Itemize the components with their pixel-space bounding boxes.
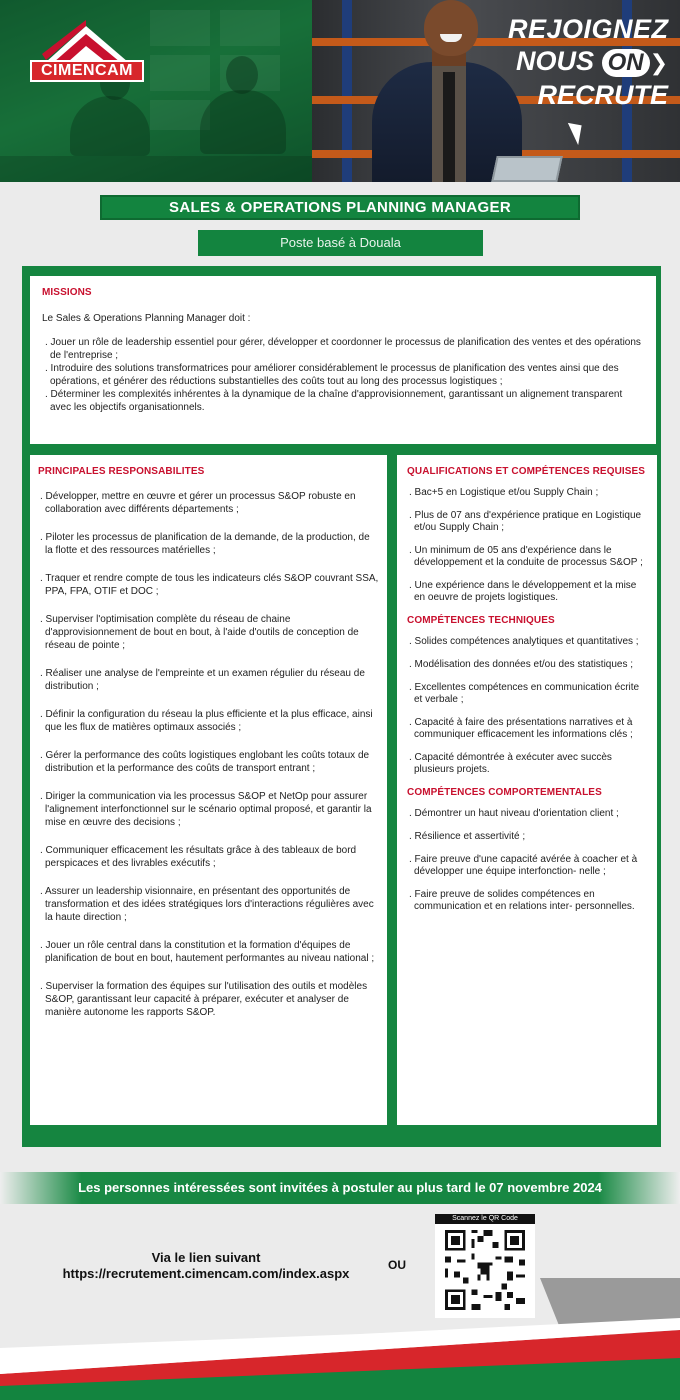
missions-intro: Le Sales & Operations Planning Manager doit : (42, 313, 251, 324)
list-item: . Démontrer un haut niveau d'orientation client ; (409, 808, 619, 819)
missions-heading: MISSIONS (42, 287, 92, 298)
qr-code-icon[interactable] (442, 1227, 528, 1313)
missions-list (42, 336, 644, 414)
slogan-line-3: RECRUTE (537, 80, 668, 110)
slogan-line-2: NOUS (516, 46, 595, 76)
qr-code-block[interactable] (435, 1214, 535, 1318)
apply-link[interactable]: https://recrutement.cimencam.com/index.aspx (62, 1266, 350, 1281)
technical-skills-heading: COMPÉTENCES TECHNIQUES (407, 615, 555, 626)
list-item: . Une expérience dans le développement et la mise en oeuvre de projets logistiques. (409, 580, 637, 603)
list-item: . Réaliser une analyse de l'empreinte et un examen régulier du réseau de distribution ; (40, 668, 365, 692)
list-item: . Bac+5 en Logistique et/ou Supply Chain ; (409, 487, 599, 498)
chevron-right-icon: ❯ (649, 50, 668, 75)
apply-via-label: Via le lien suivant (151, 1250, 261, 1265)
qr-label: Scannez le QR Code (435, 1214, 535, 1224)
responsibilities-section (30, 455, 387, 1125)
list-item: . Introduire des solutions transformatrices pour améliorer considérablement le processus de planification des ventes ainsi que des opérations, et générer des réductions substantielles des coûts tout au long des processus logistiques ; (45, 363, 619, 387)
list-item: . Modélisation des données et/ou des statistiques ; (409, 659, 634, 670)
list-item: . Déterminer les complexités inhérentes à la dynamique de la chaîne d'approvisionnement, garantissant un alignement transparent avec les objectifs organisationnels. (45, 389, 623, 413)
job-location: Poste basé à Douala (198, 230, 483, 256)
list-item: . Faire preuve de solides compétences en communication et en relations inter- personnelles. (409, 889, 635, 912)
list-item: . Résilience et assertivité ; (409, 831, 526, 842)
list-item: . Communiquer efficacement les résultats grâce à des tableaux de bord perspicaces et des livrables exécutifs ; (40, 845, 357, 869)
slogan-line-1: REJOIGNEZ (508, 14, 669, 44)
apply-instructions (36, 1250, 376, 1282)
list-item: . Gérer la performance des coûts logistiques englobant les coûts totaux de distribution et la performance des coûts de transport entrant ; (40, 750, 370, 774)
list-item: . Superviser la formation des équipes sur l'utilisation des outils et modèles S&OP, garantissant leur capacité à préparer, exécuter et analyser de manière autonome les rapports S&OP. (40, 981, 368, 1018)
decorative-stripes (0, 1278, 680, 1400)
list-item: . Capacité à faire des présentations narratives et à communiquer efficacement les informations clés ; (409, 717, 633, 740)
list-item: . Faire preuve d'une capacité avérée à coacher et à développer une équipe interfonction- nelle ; (409, 854, 638, 877)
behavioral-skills-list (407, 808, 647, 913)
list-item: . Solides compétences analytiques et quantitatives ; (409, 636, 639, 647)
list-item: . Piloter les processus de planification de la demande, de la production, de la flotte et des ressources matérielles ; (40, 532, 370, 556)
list-item: . Capacité démontrée à exécuter avec succès plusieurs projets. (409, 752, 612, 775)
list-item: . Plus de 07 ans d'expérience pratique en Logistique et/ou Supply Chain ; (409, 510, 642, 533)
list-item: . Excellentes compétences en communication écrite et verbale ; (409, 682, 640, 705)
list-item: . Jouer un rôle de leadership essentiel pour gérer, développer et coordonner le processus de planification des ventes et des opérations de l'entreprise ; (45, 337, 641, 361)
list-item: . Traquer et rendre compte de tous les indicateurs clés S&OP couvrant SSA, PPA, FPA, OTIF et DOC ; (40, 573, 379, 597)
list-item: . Jouer un rôle central dans la constitution et la formation d'équipes de planification de bout en bout, hautement performantes au niveau national ; (40, 940, 375, 964)
job-title: SALES & OPERATIONS PLANNING MANAGER (100, 195, 580, 220)
technical-skills-list (407, 636, 647, 776)
list-item: . Un minimum de 05 ans d'expérience dans le développement et la conduite de processus S&OP ; (409, 545, 643, 568)
requirements-section (397, 455, 657, 1125)
logo-text: CIMENCAM (30, 60, 144, 82)
list-item: . Assurer un leadership visionnaire, en présentant des opportunités de transformation et des idées stratégiques lors d'interactions régulières avec la haute direction ; (40, 886, 374, 923)
qualifications-list (407, 487, 647, 604)
responsibilities-heading: PRINCIPALES RESPONSABILITES (38, 466, 205, 477)
tablet-icon (491, 156, 563, 182)
or-label: OU (388, 1258, 406, 1272)
list-item: . Diriger la communication via les processus S&OP et NetOp pour assurer l'alignement interfonctionnel sur le scénario optimal proposé, et garantir la mise en œuvre des decisions ; (40, 791, 372, 828)
header-banner (0, 0, 680, 182)
list-item: . Superviser l'optimisation complète du réseau de chaine d'approvisionnement de bout en bout, à l'aide d'outils de conception de réseau de pointe ; (40, 614, 359, 651)
missions-section (30, 276, 656, 444)
list-item: . Développer, mettre en œuvre et gérer un processus S&OP robuste en collaboration avec différents départements ; (40, 491, 356, 515)
responsibilities-list (38, 490, 379, 1019)
qualifications-heading: QUALIFICATIONS ET COMPÉTENCES REQUISES (407, 466, 646, 477)
slogan-on-badge: ON (602, 49, 650, 77)
behavioral-skills-heading: COMPÉTENCES COMPORTEMENTALES (407, 787, 602, 798)
recruiting-slogan (508, 14, 668, 110)
list-item: . Définir la configuration du réseau la plus efficiente et la plus efficace, ainsi que les flux de matières optimaux associés ; (40, 709, 373, 733)
application-deadline: Les personnes intéressées sont invitées à postuler au plus tard le 07 novembre 2024 (0, 1172, 680, 1204)
